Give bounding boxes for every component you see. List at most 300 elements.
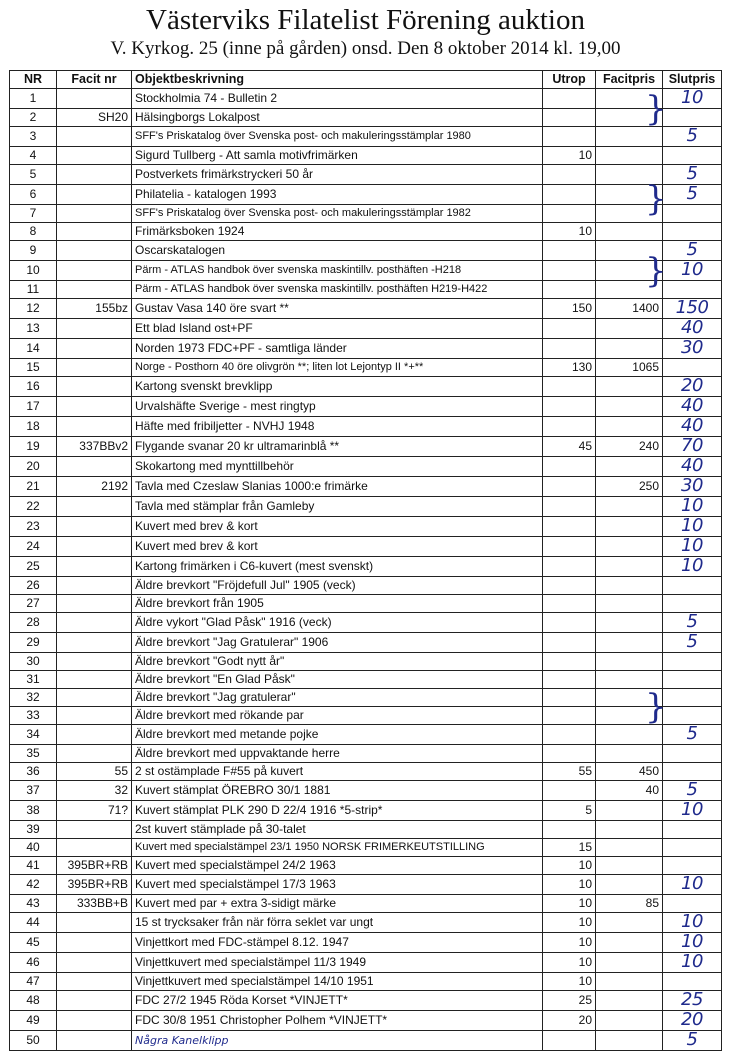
cell-facit-nr bbox=[57, 359, 132, 377]
table-row bbox=[10, 745, 722, 763]
cell-slutpris-text: 5 bbox=[686, 612, 698, 632]
cell-facit-nr-text: 32 bbox=[114, 783, 128, 797]
cell-description bbox=[132, 913, 543, 933]
cell-description-text: Skokartong med mynttillbehör bbox=[135, 459, 294, 473]
cell-nr bbox=[10, 1031, 57, 1051]
cell-utrop-text: 10 bbox=[578, 877, 592, 891]
table-row bbox=[10, 839, 722, 857]
cell-utrop bbox=[543, 1011, 596, 1031]
cell-slutpris-text: 30 bbox=[681, 338, 703, 358]
cell-nr bbox=[10, 973, 57, 991]
table-row bbox=[10, 537, 722, 557]
cell-slutpris bbox=[663, 953, 722, 973]
cell-facit-nr bbox=[57, 557, 132, 577]
cell-slutpris bbox=[663, 223, 722, 241]
cell-description-text: Kuvert med par + extra 3-sidigt märke bbox=[135, 896, 337, 910]
cell-nr bbox=[10, 991, 57, 1011]
table-row bbox=[10, 437, 722, 457]
cell-slutpris-text: 5 bbox=[686, 240, 698, 260]
cell-utrop bbox=[543, 613, 596, 633]
cell-description bbox=[132, 707, 543, 725]
cell-facitpris bbox=[596, 377, 663, 397]
cell-description-text: 15 st trycksaker från när förra seklet var ungt bbox=[135, 915, 374, 929]
cell-slutpris bbox=[663, 339, 722, 359]
cell-nr bbox=[10, 1011, 57, 1031]
cell-nr bbox=[10, 933, 57, 953]
cell-facit-nr bbox=[57, 517, 132, 537]
cell-nr bbox=[10, 241, 57, 261]
cell-description-text: Philatelia - katalogen 1993 bbox=[135, 187, 277, 201]
cell-facitpris bbox=[596, 953, 663, 973]
table-row bbox=[10, 725, 722, 745]
cell-description bbox=[132, 89, 543, 109]
cell-slutpris bbox=[663, 299, 722, 319]
cell-utrop bbox=[543, 1031, 596, 1051]
cell-nr-text: 17 bbox=[26, 399, 40, 413]
table-row bbox=[10, 517, 722, 537]
header-nr: NR bbox=[10, 71, 57, 89]
table-row bbox=[10, 857, 722, 875]
cell-facit-nr bbox=[57, 281, 132, 299]
cell-facit-nr bbox=[57, 299, 132, 319]
table-body bbox=[10, 89, 722, 1051]
cell-description bbox=[132, 671, 543, 689]
cell-description-text: Äldre vykort "Glad Påsk" 1916 (veck) bbox=[135, 615, 332, 629]
cell-utrop bbox=[543, 953, 596, 973]
cell-nr bbox=[10, 205, 57, 223]
cell-slutpris-text: 5 bbox=[686, 184, 698, 204]
cell-slutpris-text: 10 bbox=[681, 932, 703, 952]
cell-description-text: Äldre brevkort "Godt nytt år" bbox=[135, 654, 285, 668]
cell-nr-text: 22 bbox=[26, 499, 40, 513]
cell-nr-text: 10 bbox=[26, 263, 40, 277]
cell-facit-nr bbox=[57, 261, 132, 281]
cell-nr-text: 11 bbox=[26, 282, 40, 296]
cell-description-text: Pärm - ATLAS handbok över svenska maskintillv. posthäften -H218 bbox=[135, 264, 462, 276]
table-row bbox=[10, 205, 722, 223]
cell-utrop bbox=[543, 517, 596, 537]
cell-nr-text: 40 bbox=[26, 840, 40, 854]
cell-facitpris bbox=[596, 339, 663, 359]
table-row bbox=[10, 397, 722, 417]
cell-facit-nr bbox=[57, 147, 132, 165]
cell-facitpris bbox=[596, 895, 663, 913]
header-facit-nr: Facit nr bbox=[57, 71, 132, 89]
cell-facit-nr bbox=[57, 319, 132, 339]
cell-description-text: Ett blad Island ost+PF bbox=[135, 321, 253, 335]
cell-facit-nr bbox=[57, 857, 132, 875]
table-header-row bbox=[10, 71, 722, 89]
cell-facitpris bbox=[596, 653, 663, 671]
cell-facit-nr bbox=[57, 377, 132, 397]
cell-slutpris-text: 10 bbox=[681, 556, 703, 576]
cell-slutpris bbox=[663, 147, 722, 165]
cell-utrop bbox=[543, 147, 596, 165]
cell-slutpris bbox=[663, 497, 722, 517]
cell-description bbox=[132, 517, 543, 537]
cell-facitpris-text: 1400 bbox=[632, 301, 659, 315]
cell-nr bbox=[10, 595, 57, 613]
cell-facitpris bbox=[596, 477, 663, 497]
cell-nr-text: 35 bbox=[26, 746, 40, 760]
cell-nr-text: 45 bbox=[26, 935, 40, 949]
cell-nr-text: 33 bbox=[26, 708, 40, 722]
cell-nr-text: 38 bbox=[26, 803, 40, 817]
cell-nr-text: 9 bbox=[29, 243, 37, 257]
cell-nr bbox=[10, 613, 57, 633]
cell-facit-nr bbox=[57, 653, 132, 671]
cell-facit-nr bbox=[57, 745, 132, 763]
cell-description bbox=[132, 223, 543, 241]
cell-facitpris bbox=[596, 299, 663, 319]
cell-nr bbox=[10, 913, 57, 933]
cell-description bbox=[132, 147, 543, 165]
cell-utrop bbox=[543, 377, 596, 397]
cell-slutpris bbox=[663, 359, 722, 377]
cell-utrop bbox=[543, 671, 596, 689]
cell-nr bbox=[10, 417, 57, 437]
page-title: Västerviks Filatelist Förening auktion bbox=[146, 4, 585, 36]
table-row bbox=[10, 763, 722, 781]
cell-nr-text: 47 bbox=[26, 974, 40, 988]
cell-description-text: Flygande svanar 20 kr ultramarinblå ** bbox=[135, 439, 340, 453]
cell-facitpris bbox=[596, 417, 663, 437]
cell-nr-text: 31 bbox=[26, 672, 40, 686]
cell-utrop bbox=[543, 763, 596, 781]
table-row bbox=[10, 973, 722, 991]
cell-nr bbox=[10, 517, 57, 537]
cell-facitpris bbox=[596, 223, 663, 241]
cell-description-text: Vinjettkort med FDC-stämpel 8.12. 1947 bbox=[135, 935, 349, 949]
cell-slutpris-text: 20 bbox=[681, 376, 703, 396]
cell-description-text: Kuvert med specialstämpel 17/3 1963 bbox=[135, 877, 336, 891]
table-row bbox=[10, 707, 722, 725]
cell-facitpris bbox=[596, 437, 663, 457]
cell-utrop bbox=[543, 707, 596, 725]
cell-facitpris bbox=[596, 127, 663, 147]
cell-description bbox=[132, 417, 543, 437]
cell-nr bbox=[10, 127, 57, 147]
cell-nr-text: 15 bbox=[26, 360, 40, 374]
table-row bbox=[10, 595, 722, 613]
cell-utrop bbox=[543, 801, 596, 821]
cell-facit-nr-text: 333BB+B bbox=[76, 896, 128, 910]
table-row bbox=[10, 89, 722, 109]
table-row bbox=[10, 147, 722, 165]
cell-description bbox=[132, 281, 543, 299]
cell-nr bbox=[10, 223, 57, 241]
cell-nr-text: 1 bbox=[29, 91, 37, 105]
cell-description bbox=[132, 1031, 543, 1051]
cell-nr-text: 28 bbox=[26, 615, 40, 629]
cell-nr bbox=[10, 633, 57, 653]
cell-description bbox=[132, 299, 543, 319]
cell-facit-nr bbox=[57, 633, 132, 653]
cell-slutpris-text: 10 bbox=[681, 88, 703, 108]
cell-nr-text: 50 bbox=[26, 1033, 40, 1047]
cell-utrop bbox=[543, 689, 596, 707]
cell-facit-nr bbox=[57, 781, 132, 801]
cell-facit-nr bbox=[57, 477, 132, 497]
cell-utrop-text: 20 bbox=[578, 1013, 592, 1027]
cell-description-text: Kartong svenskt brevklipp bbox=[135, 379, 273, 393]
cell-utrop bbox=[543, 933, 596, 953]
cell-nr-text: 20 bbox=[26, 459, 40, 473]
cell-utrop bbox=[543, 477, 596, 497]
cell-facitpris bbox=[596, 839, 663, 857]
table-row bbox=[10, 241, 722, 261]
cell-utrop-text: 10 bbox=[578, 955, 592, 969]
cell-slutpris-text: 5 bbox=[686, 1030, 698, 1050]
cell-nr bbox=[10, 477, 57, 497]
cell-slutpris bbox=[663, 185, 722, 205]
cell-slutpris bbox=[663, 763, 722, 781]
table-row bbox=[10, 127, 722, 147]
cell-facit-nr bbox=[57, 497, 132, 517]
cell-nr-text: 26 bbox=[26, 578, 40, 592]
cell-description-text: Häfte med fribiljetter - NVHJ 1948 bbox=[135, 419, 315, 433]
cell-description bbox=[132, 185, 543, 205]
cell-utrop bbox=[543, 725, 596, 745]
cell-facit-nr bbox=[57, 875, 132, 895]
cell-facit-nr bbox=[57, 397, 132, 417]
cell-nr-text: 43 bbox=[26, 896, 40, 910]
cell-nr-text: 14 bbox=[26, 341, 40, 355]
cell-description bbox=[132, 457, 543, 477]
cell-nr-text: 36 bbox=[26, 764, 40, 778]
table-row bbox=[10, 319, 722, 339]
table-row bbox=[10, 875, 722, 895]
table-row bbox=[10, 109, 722, 127]
cell-facitpris bbox=[596, 781, 663, 801]
cell-description bbox=[132, 653, 543, 671]
cell-nr-text: 27 bbox=[26, 596, 40, 610]
cell-facit-nr bbox=[57, 689, 132, 707]
cell-utrop-text: 150 bbox=[571, 301, 592, 315]
cell-slutpris bbox=[663, 689, 722, 707]
cell-description bbox=[132, 763, 543, 781]
table-row bbox=[10, 671, 722, 689]
cell-description-text: Äldre brevkort med metande pojke bbox=[135, 727, 319, 741]
table-row bbox=[10, 359, 722, 377]
cell-nr bbox=[10, 319, 57, 339]
cell-description-text: SFF's Priskatalog över Svenska post- och makuleringsstämplar 1980 bbox=[135, 130, 471, 142]
table-row bbox=[10, 913, 722, 933]
table-row bbox=[10, 497, 722, 517]
cell-facitpris bbox=[596, 537, 663, 557]
table-row bbox=[10, 377, 722, 397]
table-row bbox=[10, 689, 722, 707]
cell-description-text: Vinjettkuvert med specialstämpel 14/10 1951 bbox=[135, 974, 374, 988]
cell-description bbox=[132, 991, 543, 1011]
cell-facit-nr bbox=[57, 763, 132, 781]
cell-description bbox=[132, 613, 543, 633]
cell-nr bbox=[10, 857, 57, 875]
cell-slutpris bbox=[663, 725, 722, 745]
header-facitpris: Facitpris bbox=[596, 71, 663, 89]
cell-nr-text: 30 bbox=[26, 654, 40, 668]
cell-utrop bbox=[543, 165, 596, 185]
cell-slutpris bbox=[663, 913, 722, 933]
cell-slutpris-text: 10 bbox=[681, 516, 703, 536]
cell-slutpris-text: 40 bbox=[681, 416, 703, 436]
cell-utrop bbox=[543, 745, 596, 763]
cell-description-text: Frimärksboken 1924 bbox=[135, 224, 245, 238]
cell-nr bbox=[10, 147, 57, 165]
cell-description-text: Några Kanelklipp bbox=[135, 1034, 229, 1047]
cell-nr bbox=[10, 725, 57, 745]
cell-utrop bbox=[543, 185, 596, 205]
cell-description bbox=[132, 839, 543, 857]
cell-description bbox=[132, 745, 543, 763]
cell-nr bbox=[10, 671, 57, 689]
cell-utrop-text: 130 bbox=[571, 360, 592, 374]
header-utrop: Utrop bbox=[543, 71, 596, 89]
cell-facit-nr bbox=[57, 417, 132, 437]
cell-nr-text: 12 bbox=[26, 301, 40, 315]
cell-nr-text: 2 bbox=[29, 110, 37, 124]
cell-facitpris bbox=[596, 913, 663, 933]
cell-description-text: Tavla med stämplar från Gamleby bbox=[135, 499, 315, 513]
cell-slutpris-text: 10 bbox=[681, 952, 703, 972]
table-row bbox=[10, 953, 722, 973]
cell-slutpris bbox=[663, 991, 722, 1011]
cell-facitpris bbox=[596, 689, 663, 707]
cell-facitpris bbox=[596, 165, 663, 185]
cell-description-text: FDC 30/8 1951 Christopher Polhem *VINJETT* bbox=[135, 1013, 388, 1027]
cell-utrop bbox=[543, 281, 596, 299]
cell-description bbox=[132, 801, 543, 821]
cell-facit-nr bbox=[57, 671, 132, 689]
cell-facitpris bbox=[596, 577, 663, 595]
cell-description bbox=[132, 397, 543, 417]
cell-description bbox=[132, 437, 543, 457]
cell-slutpris-text: 10 bbox=[681, 260, 703, 280]
table-row bbox=[10, 417, 722, 437]
cell-description bbox=[132, 953, 543, 973]
cell-facitpris bbox=[596, 205, 663, 223]
cell-facitpris bbox=[596, 613, 663, 633]
cell-utrop bbox=[543, 205, 596, 223]
cell-slutpris-text: 150 bbox=[675, 298, 709, 318]
cell-utrop bbox=[543, 821, 596, 839]
cell-utrop-text: 25 bbox=[578, 993, 592, 1007]
cell-nr bbox=[10, 299, 57, 319]
cell-nr bbox=[10, 821, 57, 839]
cell-utrop bbox=[543, 437, 596, 457]
cell-slutpris-text: 10 bbox=[681, 496, 703, 516]
cell-utrop bbox=[543, 595, 596, 613]
cell-description-text: Äldre brevkort med uppvaktande herre bbox=[135, 746, 340, 760]
cell-facitpris bbox=[596, 875, 663, 895]
cell-facit-nr bbox=[57, 595, 132, 613]
cell-nr bbox=[10, 707, 57, 725]
cell-slutpris bbox=[663, 781, 722, 801]
table-row bbox=[10, 457, 722, 477]
cell-facitpris bbox=[596, 261, 663, 281]
cell-slutpris bbox=[663, 557, 722, 577]
cell-slutpris bbox=[663, 613, 722, 633]
cell-utrop bbox=[543, 457, 596, 477]
cell-facit-nr-text: 395BR+RB bbox=[67, 877, 128, 891]
cell-description-text: Vinjettkuvert med specialstämpel 11/3 1949 bbox=[135, 955, 367, 969]
cell-nr-text: 49 bbox=[26, 1013, 40, 1027]
cell-utrop-text: 10 bbox=[578, 858, 592, 872]
cell-nr bbox=[10, 577, 57, 595]
table-row bbox=[10, 633, 722, 653]
cell-nr-text: 32 bbox=[26, 690, 40, 704]
cell-facit-nr bbox=[57, 821, 132, 839]
cell-slutpris bbox=[663, 261, 722, 281]
cell-description-text: Kartong frimärken i C6-kuvert (mest svenskt) bbox=[135, 559, 374, 573]
cell-facit-nr bbox=[57, 613, 132, 633]
cell-utrop bbox=[543, 299, 596, 319]
cell-utrop bbox=[543, 497, 596, 517]
cell-description-text: Norden 1973 FDC+PF - samtliga länder bbox=[135, 341, 347, 355]
cell-nr bbox=[10, 537, 57, 557]
cell-slutpris-text: 20 bbox=[681, 1010, 703, 1030]
cell-nr bbox=[10, 745, 57, 763]
cell-utrop-text: 10 bbox=[578, 224, 592, 238]
cell-facitpris-text: 85 bbox=[645, 896, 659, 910]
cell-facit-nr bbox=[57, 165, 132, 185]
cell-description bbox=[132, 241, 543, 261]
cell-nr-text: 3 bbox=[29, 129, 37, 143]
cell-description bbox=[132, 109, 543, 127]
cell-description-text: Sigurd Tullberg - Att samla motivfrimärken bbox=[135, 148, 358, 162]
cell-facit-nr-text: SH20 bbox=[97, 110, 128, 124]
cell-nr bbox=[10, 339, 57, 359]
cell-nr bbox=[10, 653, 57, 671]
cell-slutpris bbox=[663, 127, 722, 147]
cell-slutpris-text: 25 bbox=[681, 990, 703, 1010]
cell-facit-nr bbox=[57, 991, 132, 1011]
cell-utrop-text: 10 bbox=[578, 896, 592, 910]
cell-facitpris bbox=[596, 745, 663, 763]
cell-description bbox=[132, 933, 543, 953]
cell-facitpris bbox=[596, 397, 663, 417]
cell-description bbox=[132, 127, 543, 147]
cell-utrop bbox=[543, 991, 596, 1011]
cell-nr-text: 39 bbox=[26, 822, 40, 836]
cell-utrop bbox=[543, 397, 596, 417]
table-row bbox=[10, 223, 722, 241]
cell-facit-nr bbox=[57, 89, 132, 109]
cell-facit-nr bbox=[57, 457, 132, 477]
cell-facitpris bbox=[596, 991, 663, 1011]
cell-facit-nr-text: 337BBv2 bbox=[79, 439, 128, 453]
cell-slutpris-text: 10 bbox=[681, 874, 703, 894]
cell-nr bbox=[10, 185, 57, 205]
cell-facit-nr bbox=[57, 801, 132, 821]
table-row bbox=[10, 477, 722, 497]
cell-description bbox=[132, 359, 543, 377]
cell-slutpris bbox=[663, 875, 722, 895]
cell-description-text: Kuvert med specialstämpel 23/1 1950 NORSK FRIMERKEUTSTILLING bbox=[135, 841, 485, 853]
cell-utrop-text: 55 bbox=[578, 764, 592, 778]
cell-nr bbox=[10, 557, 57, 577]
cell-description-text: Kuvert med brev & kort bbox=[135, 539, 258, 553]
cell-slutpris-text: 5 bbox=[686, 164, 698, 184]
cell-description-text: Kuvert stämplat ÖREBRO 30/1 1881 bbox=[135, 783, 331, 797]
cell-nr bbox=[10, 763, 57, 781]
cell-slutpris bbox=[663, 1031, 722, 1051]
cell-facit-nr bbox=[57, 185, 132, 205]
cell-utrop bbox=[543, 875, 596, 895]
cell-slutpris bbox=[663, 653, 722, 671]
cell-nr-text: 18 bbox=[26, 419, 40, 433]
cell-facitpris bbox=[596, 595, 663, 613]
